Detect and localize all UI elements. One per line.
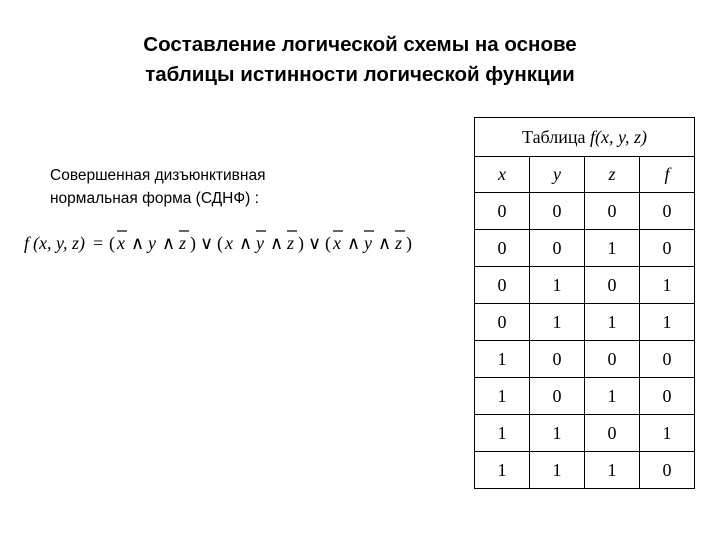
table-cell: 1 (640, 304, 695, 341)
open-paren: ( (109, 233, 115, 253)
table-row (475, 341, 695, 378)
table-row (475, 304, 695, 341)
table-cell: 1 (585, 378, 640, 415)
table-cell: 0 (475, 304, 530, 341)
formula-variable: y (256, 233, 264, 253)
table-cell: 1 (640, 267, 695, 304)
and-symbol: ∧ (131, 233, 145, 253)
table-cell: 0 (640, 193, 695, 230)
truth-table-caption-function: f(x, y, z) (590, 126, 647, 147)
table-cell: 1 (475, 378, 530, 415)
truth-table-caption (475, 118, 695, 157)
table-row (475, 267, 695, 304)
truth-table (474, 117, 695, 489)
formula-variable: x (225, 233, 233, 253)
or-symbol: ∨ (200, 233, 214, 253)
and-symbol: ∧ (162, 233, 176, 253)
table-cell: 0 (530, 341, 585, 378)
table-row (475, 415, 695, 452)
slide-title-line-1: Составление логической схемы на основе (143, 33, 577, 56)
open-paren: ( (325, 233, 331, 253)
table-cell: 1 (585, 452, 640, 489)
or-symbol: ∨ (308, 233, 322, 253)
formula-variable: x (117, 233, 125, 253)
open-paren: ( (217, 233, 223, 253)
table-cell: 0 (640, 341, 695, 378)
table-cell: 1 (530, 267, 585, 304)
table-cell: 0 (640, 378, 695, 415)
table-cell: 1 (530, 415, 585, 452)
and-symbol: ∧ (239, 233, 253, 253)
table-cell: 0 (585, 415, 640, 452)
formula-variable: y (364, 233, 372, 253)
table-cell: 0 (585, 193, 640, 230)
table-cell: 0 (475, 267, 530, 304)
and-symbol: ∧ (378, 233, 392, 253)
truth-table-caption-prefix: Таблица (522, 126, 590, 147)
formula-equals: = (93, 233, 104, 253)
table-cell: 0 (585, 341, 640, 378)
column-header-x: x (475, 157, 530, 193)
close-paren: ) (298, 233, 304, 253)
truth-table-header-row (475, 157, 695, 193)
close-paren: ) (190, 233, 196, 253)
table-cell: 1 (475, 452, 530, 489)
table-cell: 0 (585, 267, 640, 304)
table-cell: 1 (475, 415, 530, 452)
table-row (475, 378, 695, 415)
sdnf-label (50, 164, 265, 210)
table-row (475, 230, 695, 267)
and-symbol: ∧ (347, 233, 361, 253)
formula-function-name: f (24, 233, 30, 253)
table-cell: 0 (475, 230, 530, 267)
table-cell: 0 (530, 378, 585, 415)
formula-variable: x (333, 233, 341, 253)
table-row (475, 193, 695, 230)
and-symbol: ∧ (270, 233, 284, 253)
formula-variable: z (287, 233, 295, 253)
sdnf-formula (22, 223, 472, 263)
table-cell: 1 (585, 230, 640, 267)
table-cell: 1 (475, 341, 530, 378)
table-row (475, 452, 695, 489)
formula-arguments: (x, y, z) (33, 233, 85, 253)
table-cell: 0 (640, 452, 695, 489)
column-header-f: f (640, 157, 695, 193)
table-cell: 1 (530, 452, 585, 489)
table-cell: 0 (530, 230, 585, 267)
close-paren: ) (406, 233, 412, 253)
sdnf-label-line-1: Совершенная дизъюнктивная (50, 167, 266, 184)
formula-variable: z (395, 233, 403, 253)
column-header-z: z (585, 157, 640, 193)
table-cell: 0 (640, 230, 695, 267)
table-cell: 1 (640, 415, 695, 452)
column-header-y: y (530, 157, 585, 193)
formula-variable: z (179, 233, 187, 253)
slide-title (0, 30, 720, 90)
table-cell: 0 (475, 193, 530, 230)
sdnf-label-line-2: нормальная форма (СДНФ) : (50, 190, 259, 207)
table-cell: 1 (585, 304, 640, 341)
table-cell: 0 (530, 193, 585, 230)
table-cell: 1 (530, 304, 585, 341)
slide-title-line-2: таблицы истинности логической функции (145, 63, 575, 86)
formula-variable: y (148, 233, 156, 253)
